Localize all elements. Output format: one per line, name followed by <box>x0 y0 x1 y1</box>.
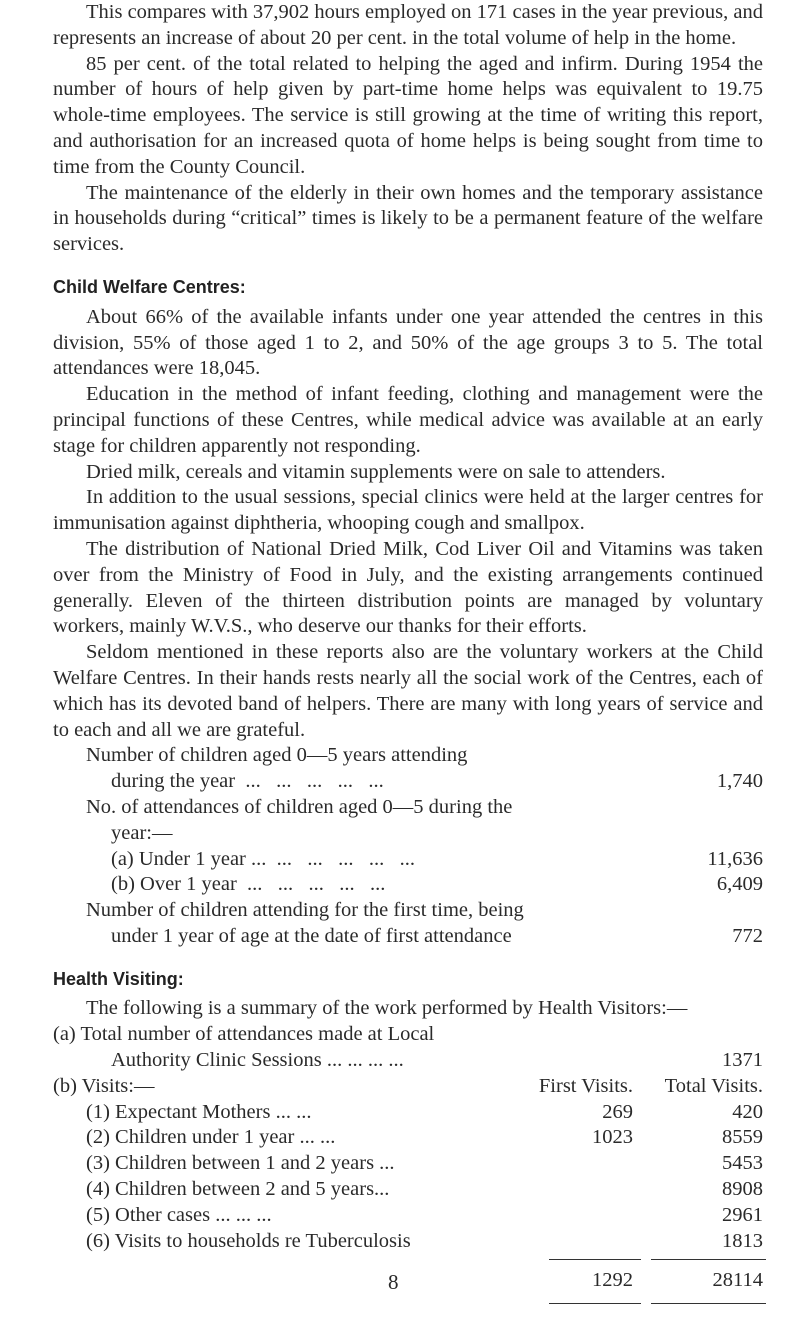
hv-visit-label: (5) Other cases ... ... ... <box>86 1203 272 1226</box>
hv-total-first: 1292 <box>538 1268 633 1294</box>
hv-total-all: 28114 <box>633 1268 763 1294</box>
document-page <box>53 0 763 1294</box>
hv-b-label: (b) Visits:— <box>53 1074 155 1097</box>
hv-b-header-row <box>53 1074 763 1100</box>
hv-visit-row <box>53 1100 763 1126</box>
child-welfare-paragraph-6: Seldom mentioned in these reports also are the voluntary workers at the Child Welfare Centres. In their hands rests nearly all the social work of the Centres, each of which has its devoted band of helpers. There are many with long years of service and to each and all we are grateful. <box>53 641 763 741</box>
hv-a-row: Authority Clinic Sessions ... ... ... ... 1371 <box>53 1048 763 1074</box>
hv-visit-total: 2961 <box>722 1203 763 1226</box>
hv-visit-label: (4) Children between 2 and 5 years... <box>86 1178 390 1201</box>
child-welfare-paragraph-3: Dried milk, cereals and vitamin supplements were on sale to attenders. <box>86 460 666 483</box>
stat-children-line1: Number of children aged 0—5 years attending <box>86 744 468 767</box>
hv-visit-total: 8559 <box>722 1126 763 1149</box>
hv-a-line1: (a) Total number of attendances made at Local <box>53 1023 435 1046</box>
child-welfare-paragraph-5: The distribution of National Dried Milk, Cod Liver Oil and Vitamins was taken over from the Ministry of Food in July, and the existing arrangements continued generally. Eleven of the thirteen distribution points are managed by voluntary workers, mainly W.V.S., who deserve our thanks for their efforts. <box>53 537 763 638</box>
stat-children-value: 1,740 <box>716 770 763 793</box>
hv-visits-table <box>53 1100 763 1255</box>
child-welfare-heading: Child Welfare Centres: <box>53 276 246 297</box>
hv-visit-first: 1023 <box>592 1126 633 1149</box>
child-welfare-paragraph-2: Education in the method of infant feeding, clothing and management were the principal functions of these Centres, while medical advice was available at an early stage for children apparently not responding. <box>53 383 763 457</box>
stat-children-row: during the year ... 1,740 <box>53 769 763 795</box>
stat-first-value: 772 <box>732 924 763 947</box>
hv-visit-row <box>53 1151 763 1177</box>
hv-visit-row <box>53 1125 763 1151</box>
hv-visit-row <box>53 1203 763 1229</box>
child-welfare-paragraph-4: In addition to the usual sessions, special clinics were held at the larger centres for immunisation against diphtheria, whooping cough and smallpox. <box>53 486 763 535</box>
hv-visit-total: 8908 <box>722 1178 763 1201</box>
page-number: 8 <box>388 1270 399 1294</box>
stat-first-row: under 1 year of age at the date of first attendance 772 <box>53 924 763 950</box>
health-visiting-heading: Health Visiting: <box>53 968 184 989</box>
hv-visit-total: 1813 <box>722 1229 763 1252</box>
hv-visit-total: 5453 <box>722 1152 763 1175</box>
health-visiting-intro: The following is a summary of the work performed by Health Visitors:— <box>86 997 688 1020</box>
stat-over1-value: 6,409 <box>716 873 763 896</box>
hv-visit-row <box>53 1229 763 1255</box>
hv-col-total-header: Total Visits. <box>664 1074 763 1097</box>
stat-over1-row: (b) Over 1 year ... 6,409 <box>53 872 763 898</box>
hv-totals-row <box>53 1268 763 1294</box>
hv-visit-first: 269 <box>602 1100 633 1123</box>
stat-attend-line2: year:— <box>111 821 173 844</box>
stat-under1-value: 11,636 <box>707 847 763 870</box>
intro-paragraph-2: 85 per cent. of the total related to helping the aged and infirm. During 1954 the number of hours of help given by part-time home helps was equivalent to 19.75 whole-time employees. The service is still growing at the time of writing this report, and authorisation for an increased quota of home helps is being sought from time to time from the County Council. <box>53 52 763 178</box>
hv-visit-label: (2) Children under 1 year ... ... <box>86 1126 336 1149</box>
hv-visit-label: (6) Visits to households re Tuberculosis <box>86 1229 411 1252</box>
child-welfare-paragraph-1: About 66% of the available infants under one year attended the centres in this division, 55% of those aged 1 to 2, and 50% of the age groups 3 to 5. The total attendances were 18,045. <box>53 305 763 380</box>
stat-first-line1: Number of children attending for the first time, being <box>86 899 524 922</box>
hv-col-first-header: First Visits. <box>538 1074 633 1097</box>
hv-a-value: 1371 <box>722 1049 763 1072</box>
hv-visit-total: 420 <box>732 1100 763 1123</box>
intro-paragraph-1: This compares with 37,902 hours employed on 171 cases in the year previous, and represents an increase of about 20 per cent. in the total volume of help in the home. <box>53 1 763 49</box>
intro-paragraph-3: The maintenance of the elderly in their own homes and the temporary assistance in households during “critical” times is likely to be a permanent feature of the welfare services. <box>53 181 763 256</box>
stat-under1-row: (a) Under 1 year ... ... 11,636 <box>53 847 763 873</box>
hv-visit-label: (1) Expectant Mothers ... ... <box>86 1100 312 1123</box>
child-welfare-stats <box>53 743 763 949</box>
stat-attend-line1: No. of attendances of children aged 0—5 during the <box>86 795 513 818</box>
hv-visit-label: (3) Children between 1 and 2 years ... <box>86 1152 395 1175</box>
hv-visit-row <box>53 1177 763 1203</box>
